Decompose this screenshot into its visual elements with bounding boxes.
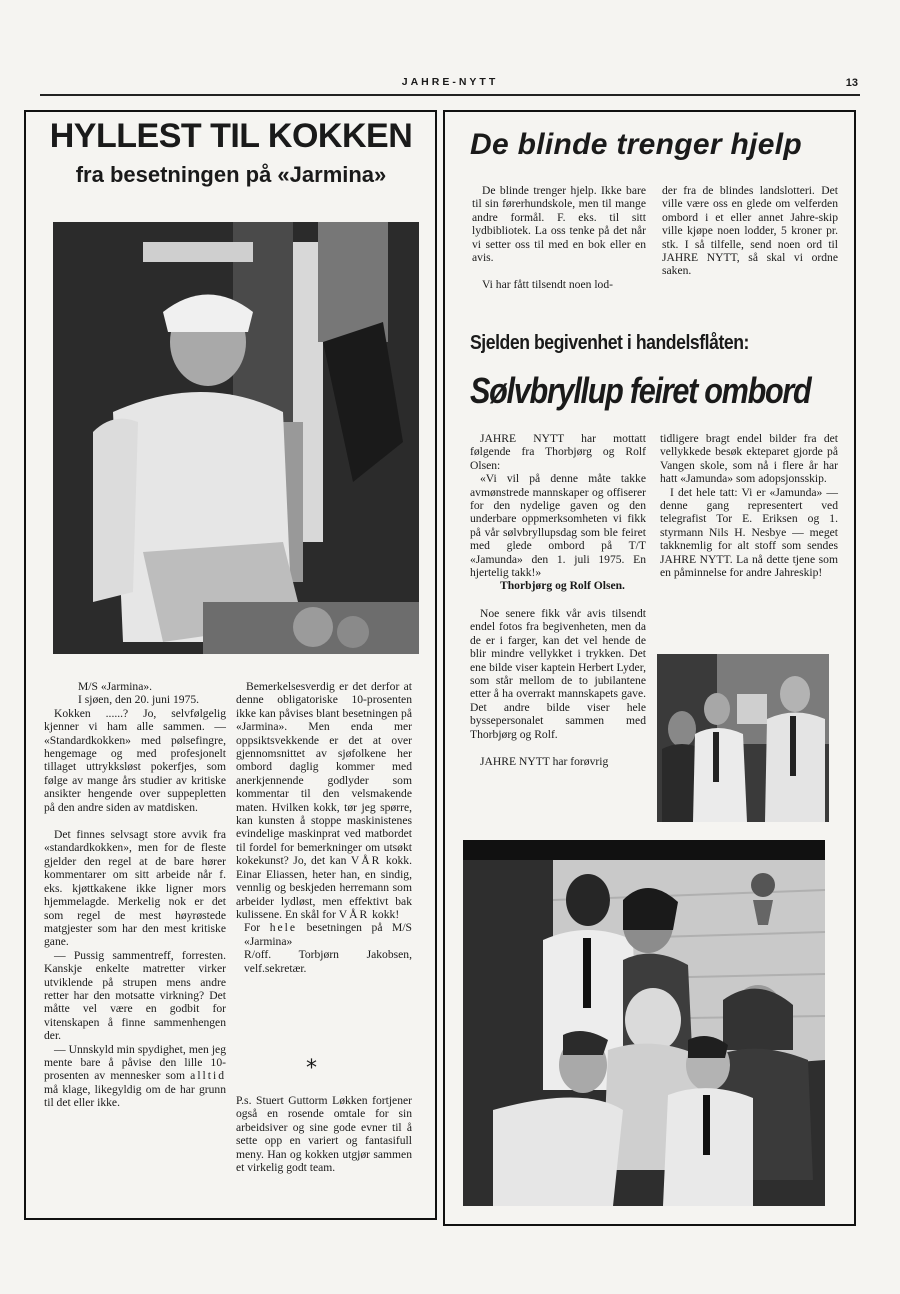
galley-crew-photo [463,840,825,1206]
signature-line: For hele besetningen på M/S «Jarmina» [244,921,413,948]
silver-kicker: Sjelden begivenhet i handelsflåten: [470,332,749,354]
silver-signature: Thorbjørg og Rolf Olsen. [500,579,625,593]
captain-photo [657,654,829,822]
left-headline: HYLLEST TIL KOKKEN [49,117,413,155]
postscript: P.s. Stuert Guttorm Løkken fortjener også en rosende omtale for sin arbeidsiver og sine gode evner til å sette opp en variert og fantasifull meny. Han og kokken utgjør sammen et virkelig godt team. [236,1094,412,1175]
dateline-date: I sjøen, den 20. juni 1975. [78,693,200,707]
left-paragraph: Det finnes selvsagt store avvik fra «standardkokken», men for de fleste gjelder den regel at de bare hører kommentarer om sitt arbeide når f. eks. kjøttkakene ikke ligner mors hjemmelagde. Merkelig nok er det som regel de mest høyrøstede matgjester som har den mest kritiske gane. [44,828,226,949]
blind-col1: De blinde trenger hjelp. Ikke bare til sin førerhundskole, men til mange andre formål. F. eks. til sitt lydbibliotek. La oss tenke på det når vi setter oss til med en bok eller en avis. Vi har fått tilsendt noen lod- [472,184,646,292]
blind-col2: der fra de blindes landslotteri. Det ville være oss en glede om velferden ombord i et eller annet Jahre-skip ville kjøpe noen lodder, 5 kroner pr. stk. I så tilfelle, send noen ord til JAHRE NYTT, så skal vi ordne saken. [662,184,838,278]
silver-col2: tidligere bragt endel bilder fra det vellykkede besøk ekteparet gjorde på Vangen skole, som nå i flere år har hatt «Jamunda» som adopsjonsskip. I det hele tatt: Vi er «Jamunda» — denne gang representert ved telegrafist Tor E. Eriksen og 1. styrmann Nils H. Nesbye — meget takknemlig for alt stoff som sendes JAHRE NYTT. La nå dette tjene som en påminnelse for andre Jahreskip! [660,432,838,580]
left-paragraph: Kokken ......? Jo, selvfølgelig kjenner vi ham alle sammen. — «Standardkokken» med pølsefingre, hengemage og med profesjonelt tillaget uttrykksløst pokerfjes, som følge av mange års studier av kritiske ansikter hengende over suppepletten på den andre siden av matdisken. [44,706,226,814]
left-article-col2 [236,680,412,975]
page-number: 13 [845,77,858,89]
left-paragraph: — Pussig sammentreff, forresten. Kanskje enkelte matretter virker utviklende på strupen mens andre retter har den motsatte virkning? Det måtte vel være en godbit for vitenskapen å finne sammenhengen der. [44,948,226,1043]
asterisk-separator: * [306,1056,317,1081]
left-paragraph: — Unnskyld min spydighet, men jeg mente bare å påvise den lille 10-prosenten av mennesker som alltid må klage, likegyldig om de har grunn til det eller ikke. [44,1042,226,1110]
running-title: JAHRE-NYTT [401,76,499,88]
silver-col1: JAHRE NYTT har mottatt følgende fra Thorbjørg og Rolf Olsen: «Vi vil på denne måte takke avmønstrede mannskaper og offiserer for den nydelige gaven og den underbare oppmerksomheten vi fikk på vår sølvbryllupsdag som ble feiret med glede ombord på T/T «Jamunda» den 1. juli 1975. En hjertelig takk!» Thorbjørg og Rolf Olsen. Noe senere fikk vår avis tilsendt endel fotos fra begivenheten, men da de er i farger, kan det vel hende de blir mindre vellykket i trykken. Det ene bilde viser kaptein Herbert Lyder, som står mellom de to jubilantene etter å ha overrakt mannskapets gave. Det andre bilde viser hele byssepersonalet sammen med Thorbjørg og Rolf. JAHRE NYTT har forøvrig [470,432,646,768]
dateline-ship: M/S «Jarmina». [78,680,153,693]
left-paragraph: Bemerkelsesverdig er det derfor at denne obligatoriske 10-prosenten ikke kan påvises blant besetningen på «Jarmina». Men enda mer oppsiktsvekkende er det at over gjennomsnittet av sjøfolkene her ombord daglig kommer med anerkjennende godlyder som kommentar til den velsmakende maten. Hvilken kokk, tør jeg spørre, kan kunsten å stoppe maskinistenes evindelige maskinprat ved matbordet til fordel for bemerkninger om utsøkt kokekunst? Jo, det kan VÅR kokk. Einar Eliassen, heter han, en sindig, vennlig og beskjeden herremann som arbeider lydløst, men effektivt bak kulissene. En skål for VÅR kokk! [236,680,412,921]
running-header [40,76,860,92]
left-subheadline: fra besetningen på «Jarmina» [75,162,387,187]
signature-name: R/off. Torbjørn Jakobsen, velf.sekretær. [244,948,412,975]
header-rule [40,94,860,96]
left-article-col1 [44,680,226,1110]
blind-headline: De blinde trenger hjelp [470,128,802,161]
cook-photo [53,222,419,654]
silver-headline: Sølvbryllup feiret ombord [470,370,811,411]
emphasis-word: alltid [190,1069,226,1083]
